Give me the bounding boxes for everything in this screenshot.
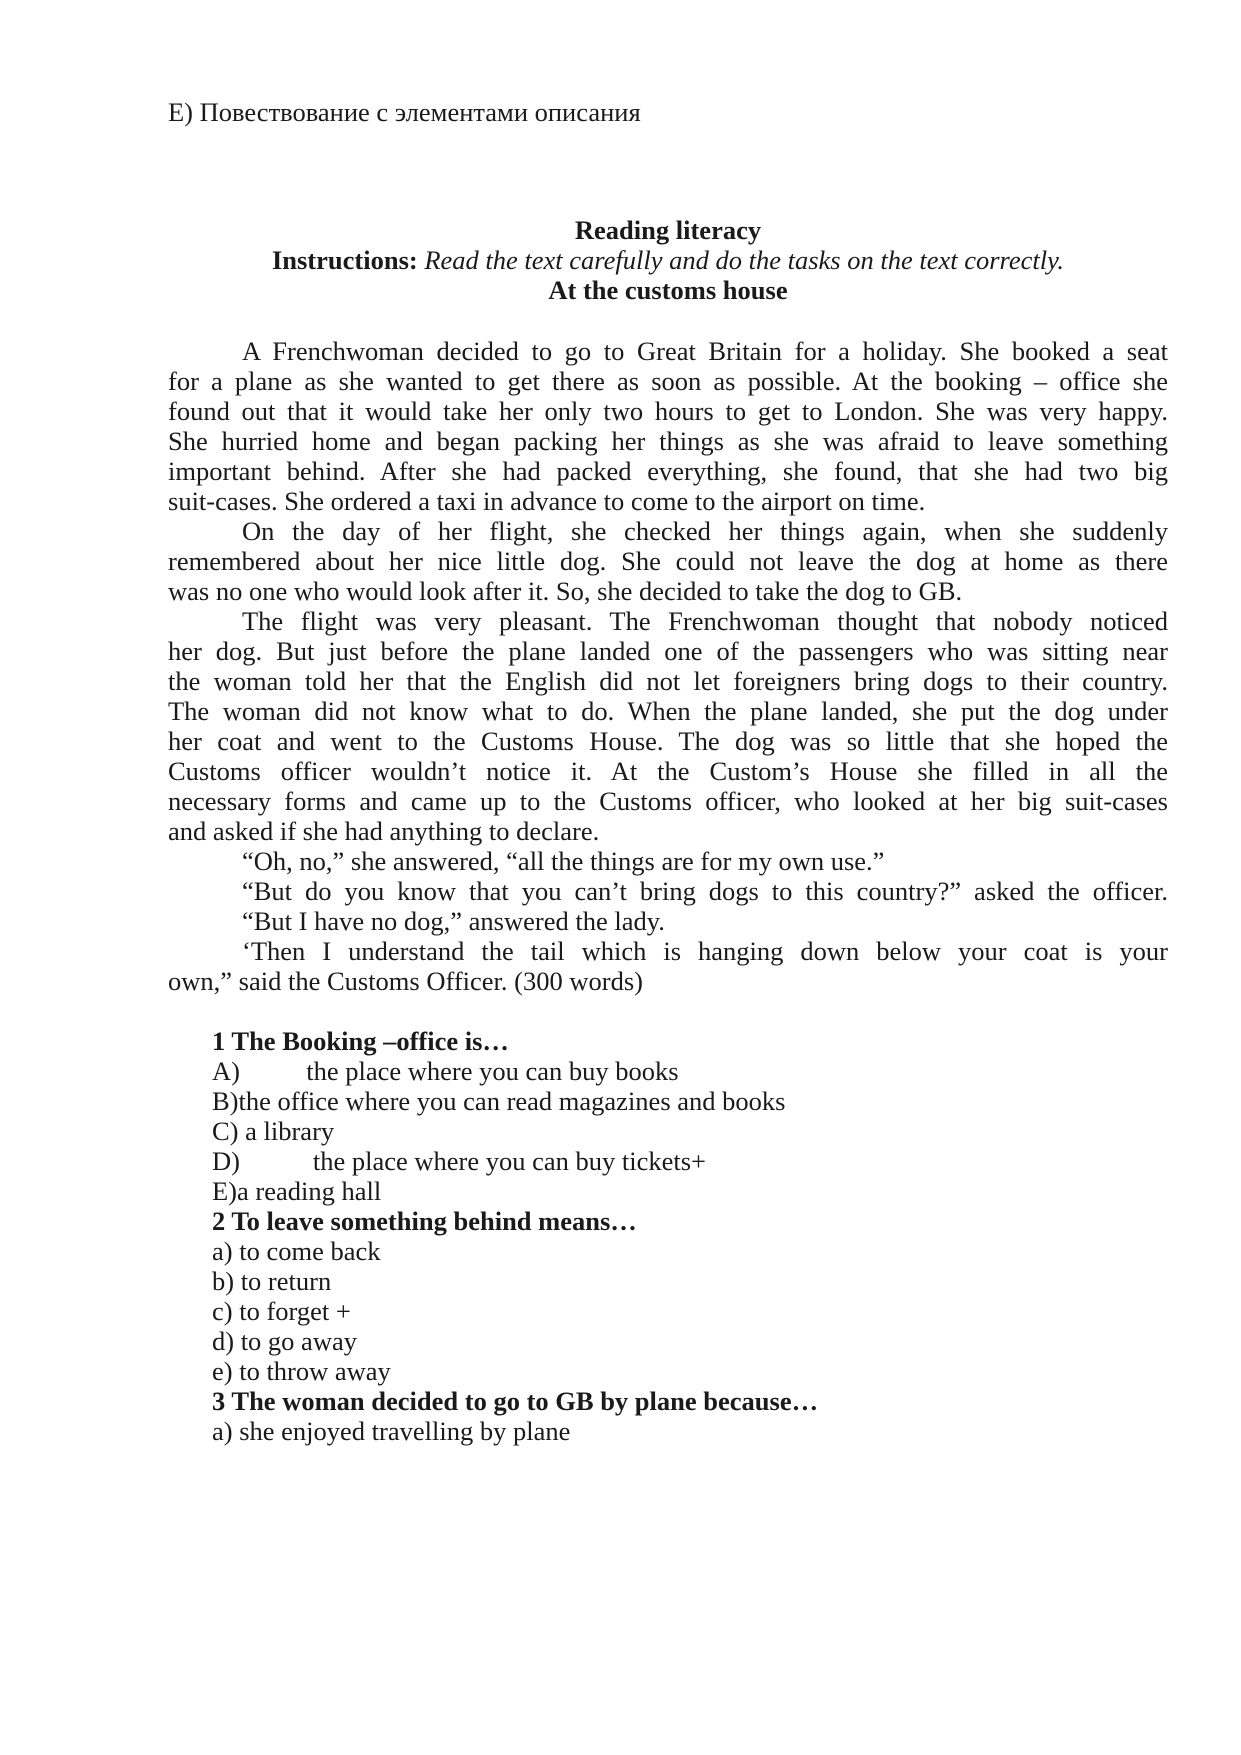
passage-line: important behind. After she had packed everything, she found, that she had two big (168, 456, 1168, 486)
answer-option: d) to go away (212, 1326, 357, 1356)
passage-line: and asked if she had anything to declare. (168, 816, 600, 846)
passage-line: suit-cases. She ordered a taxi in advance to come to the airport on time. (168, 486, 926, 516)
question-1: 1 The Booking –office is… (212, 1026, 509, 1056)
passage-line: A Frenchwoman decided to go to Great Britain for a holiday. She booked a seat (242, 336, 1168, 366)
passage-line: necessary forms and came up to the Customs officer, who looked at her big suit-cases (168, 786, 1168, 816)
passage-line: Customs officer wouldn’t notice it. At the Custom’s House she filled in all the (168, 756, 1168, 786)
passage-line: own,” said the Customs Officer. (300 words) (168, 966, 643, 996)
passage-line: for a plane as she wanted to get there as soon as possible. At the booking – office she (168, 366, 1168, 396)
passage-line: She hurried home and began packing her things as she was afraid to leave something (168, 426, 1168, 456)
answer-option: A) the place where you can buy books (212, 1056, 679, 1086)
instructions-text: Read the text carefully and do the tasks on the text correctly. (424, 245, 1065, 275)
answer-option: b) to return (212, 1266, 332, 1296)
passage-line: “But do you know that you can’t bring dogs to this country?” asked the officer. (242, 876, 1168, 906)
question-3: 3 The woman decided to go to GB by plane because… (212, 1386, 819, 1416)
passage-line: the woman told her that the English did not let foreigners bring dogs to their country. (168, 666, 1168, 696)
passage-line: remembered about her nice little dog. She could not leave the dog at home as there (168, 546, 1168, 576)
answer-option: E)a reading hall (212, 1176, 382, 1206)
section-heading: Reading literacy (574, 215, 762, 245)
passage-line: found out that it would take her only two hours to get to London. She was very happy. (168, 396, 1168, 426)
passage-line: On the day of her flight, she checked her things again, when she suddenly (242, 516, 1168, 546)
answer-option: e) to throw away (212, 1356, 391, 1386)
question-2: 2 To leave something behind means… (212, 1206, 637, 1236)
answer-option: D) the place where you can buy tickets+ (212, 1146, 706, 1176)
instructions-label: Instructions: (271, 245, 418, 275)
passage-line: The flight was very pleasant. The Frenchwoman thought that nobody noticed (242, 606, 1168, 636)
passage-line: was no one who would look after it. So, she decided to take the dog to GB. (168, 576, 963, 606)
instructions-line (168, 245, 1168, 275)
passage-title: At the customs house (548, 275, 788, 305)
passage-line: The woman did not know what to do. When the plane landed, she put the dog under (168, 696, 1168, 726)
answer-option: a) to come back (212, 1236, 381, 1266)
passage-line: “But I have no dog,” answered the lady. (242, 906, 665, 936)
passage-line: “Oh, no,” she answered, “all the things are for my own use.” (242, 846, 885, 876)
answer-option: C) a library (212, 1116, 335, 1146)
answer-option: a) she enjoyed travelling by plane (212, 1416, 571, 1446)
answer-option: B)the office where you can read magazines and books (212, 1086, 786, 1116)
passage-line: her coat and went to the Customs House. The dog was so little that she hoped the (168, 726, 1168, 756)
answer-option: c) to forget + (212, 1296, 351, 1326)
top-line: E) Повествование с элементами описания (168, 97, 641, 127)
passage-line: her dog. But just before the plane landed one of the passengers who was sitting near (168, 636, 1168, 666)
passage-line: ‘Then I understand the tail which is hanging down below your coat is your (242, 936, 1168, 966)
